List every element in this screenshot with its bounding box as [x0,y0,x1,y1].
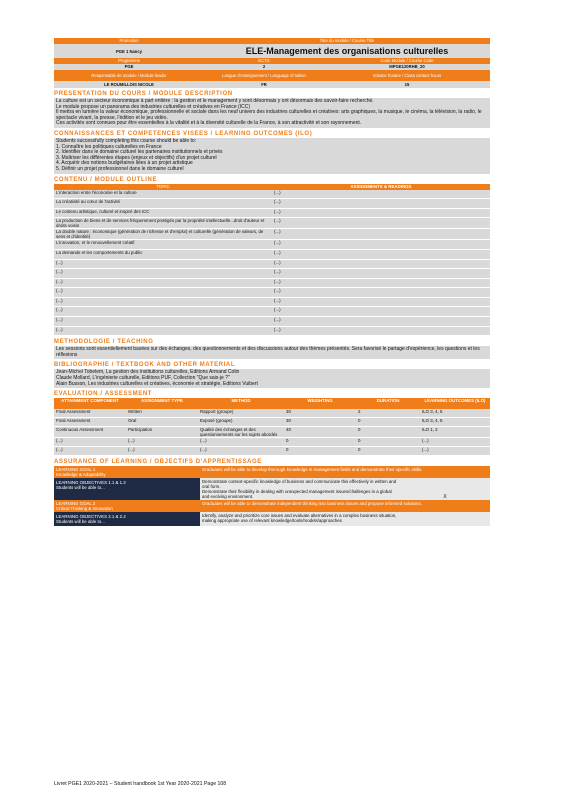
goal1-text: Graduates will be able to develop thorough knowledge in management fields and demonstrate their specific skills. [202,467,423,473]
outline-row [54,240,490,250]
evaluation-row [54,409,490,418]
course-title: ELE-Management des organisations culturelles [245,45,449,56]
eval-component: Continuous Assessment [54,427,126,438]
outline-assignment: (...) [272,240,490,250]
description-line: Il mettra en lumière la valeur économique, professionnelle et sociale dans les neuf univers des industries culturelles et créatives: arts graphiques, la musique, le cinéma, la télévision, la radio, le spectacle vivant, la presse, l'édition et le jeu vidéo. [56,109,482,121]
eval-method: Rapport (groupe) [198,409,284,418]
assurance-heading: ASSURANCE OF LEARNING / OBJECTIFS D'APPRENTISSAGE [54,459,262,466]
objective-1-2-text: Demonstrate their flexibility in dealing with unexpected management issues/challenges in a global and evolving environment. [202,489,392,500]
eval-col-duration: DURATION [376,398,400,404]
eval-component: (...) [54,447,126,456]
description-line: Ces activités sont connues pour être essentielles à la vitalité et à la diversité culturelle de la France, à son attractivité et son rayonnement. [56,120,362,127]
outline-assignment: (...) [272,229,490,240]
objectives2-title: LEARNING OBJECTIVES 2.1 & 2.2 [56,514,126,520]
eval-type: Oral [126,418,198,427]
evaluation-row [54,427,490,438]
eval-type: Written [126,409,198,418]
module-leader-label: Responsable de module / Module leader [91,73,167,78]
outline-assignment: (...) [272,278,490,288]
eval-weighting: 30 [284,409,356,418]
course-title-label: Titre du module / Course Title [319,38,375,43]
outline-assignment: (...) [272,269,490,279]
objectives1-subtitle: Students will be able to... [56,485,105,491]
outcome-line: 5. Définir un projet professionnel dans le domaine culturel [56,165,184,172]
eval-col-component: ATTAINMENT COMPONENT [61,398,119,404]
topic-column-header: TOPIC [156,183,170,189]
goal2-row [54,500,490,512]
eval-ilo: ILO 1, 2 [420,427,490,438]
outline-topic: (...) [54,269,272,279]
eval-ilo: ILO 3, 4, 5 [420,409,490,418]
bibliography-line: Alain Busson, Les industries culturelles et créatives, économie et stratégie, Editions Vuibert [56,380,258,387]
description-line: La culture est un secteur économique à part entière : la gestion et le management y sont désormais y ont désormais des savoir-faire recherché. [56,98,374,104]
outline-assignment: (...) [272,199,490,209]
outline-table [54,184,490,337]
outline-assignment: (...) [272,249,490,259]
objectives2-subtitle: Students will be able to... [56,519,105,525]
eval-weighting: 30 [284,418,356,427]
eval-duration: 0 [356,427,420,438]
eval-weighting: 40 [284,427,356,438]
outline-heading: CONTENU / MODULE OUTLINE [54,176,158,183]
outline-assignment: (...) [272,208,490,218]
goal2-cell [54,500,200,512]
outcome-line: 4. Acquérir des notions budgétaires liées à un projet artistique [56,160,193,167]
outline-topic: (...) [54,317,272,327]
ects-value: 2 [262,64,266,69]
outline-topic: (...) [54,278,272,288]
eval-ilo: (...) [420,447,490,456]
outline-topic: La production de biens et de services fréquemment protégés par la propriété intellectuelle...droit d'auteur et droits voisin [54,218,272,229]
description-heading: PRESENTATION DU COURS / MODULE DESCRIPTION [54,91,233,97]
language-value: FR [261,82,267,87]
goal2-text: Graduates will be able to demonstrate independent thinking into business issues and propose informed solutions. [202,501,422,507]
bibliography-heading: BIBLIOGRAPHIE / TEXTBOOK AND OTHER MATERIAL [54,362,236,369]
objectives2-row [54,512,490,526]
objective-1-1-text: Demonstrate context-specific knowledge of business and communicate this effectively in written and oral form. [202,479,397,490]
course-sheet [54,38,490,526]
outline-topic: Le contenu artistique, culturel et inspiré des ICC [54,208,272,218]
outcomes-heading: CONNAISSANCES ET COMPETENCES VISEES / LEARNING OUTCOMES (ILO) [54,130,313,137]
outline-row [54,208,490,218]
ects-label: ECTS [258,58,270,63]
goal2-title: LEARNING GOAL 2 [56,501,96,507]
eval-method: (...) [198,447,284,456]
objectives1-title: LEARNING OBJECTIVES 1.1 & 1.2 [56,480,126,486]
eval-method: Qualité des échanges et des questionnements sur les sujets abordés [198,427,284,438]
assignments-column-header: ASSIGNMENTS & READINGS [350,183,412,189]
methodology-line: Les sessions sont essentiellement basées sur des échanges, des questionnements et des discussions autour des thèmes présentés. Sera favorisé le partage d'expérience, les questions et les réflexions [56,346,480,358]
evaluation-row [54,418,490,427]
outline-row [54,190,490,199]
description-line: Le module propose un panorama des industries culturelles et créatives en France (ICC) [56,103,250,110]
promotion-label: Promotion [119,38,139,43]
objectives2-cell [54,512,200,526]
outline-row [54,218,490,229]
evaluation-header-row [54,398,490,409]
outcomes-block [54,138,490,174]
outline-assignment: (...) [272,317,490,327]
outline-topic: (...) [54,288,272,298]
eval-col-method: METHOD [231,398,251,404]
outline-topic: La créativité au cœur de l'activité [54,199,272,209]
eval-weighting: 0 [284,447,356,456]
outcome-line: 2. Identifier dans le domaine culturel les partenaires institutionnels et privés [56,149,223,156]
eval-type: Participation [126,427,198,438]
eval-component: (...) [54,438,126,447]
outline-row [54,278,490,288]
eval-weighting: 0 [284,438,356,447]
outline-topic: (...) [54,307,272,317]
outline-row [54,297,490,307]
outline-row [54,249,490,259]
eval-col-type: ASSIGNMENT TYPE [141,398,183,404]
outline-assignment: (...) [272,218,490,229]
eval-type: (...) [126,447,198,456]
course-code-value: MPGE120RHB_20 [389,64,425,69]
outcome-line: 1. Connaître les politiques culturelles en France [56,143,162,150]
contact-hours-value: 15 [404,82,410,87]
eval-component: Final Assessment [54,418,126,427]
outline-row [54,259,490,269]
contact-hours-label: Volume horaire / Class contact hours [372,73,442,78]
module-leader-value: LE ROUMILLOIS NICOLE [104,82,154,87]
goal1-cell [54,466,200,478]
eval-duration: 2 [356,409,420,418]
programme-label: Programme [118,58,140,63]
goal2-subtitle: Critical Thinking & Innovation [56,506,113,512]
outline-topic: L'interaction entre l'économie et la culture [54,190,272,199]
outline-assignment: (...) [272,297,490,307]
goal1-row [54,466,490,478]
evaluation-heading: EVALUATION / ASSESSMENT [54,391,153,398]
outline-row [54,269,490,279]
eval-method: Exposé (groupe) [198,418,284,427]
outline-row [54,326,490,336]
eval-method: (...) [198,438,284,447]
goal1-subtitle: Knowledge & Adaptability [56,472,106,478]
eval-col-weighting: WEIGHTING [307,398,333,404]
objectives2-mark-cell [400,512,490,526]
outline-body [54,190,490,336]
outline-assignment: (...) [272,288,490,298]
objectives1-mark: X [400,478,490,500]
outline-topic: (...) [54,259,272,269]
bibliography-line: Claude Mollard, L'ingénierie culturelle, Editions PUF, Collection "Que sais-je ?" [56,375,230,382]
evaluation-body [54,409,490,456]
outcome-line: Students successfully completing this course should be able to: [56,137,197,144]
outcome-line: 3. Maîtriser les différentes étapes (enjeux et objectifs) d'un projet culturel [56,154,217,161]
outline-topic: L'innovation, et le renouvellement créatif [54,240,272,250]
promotion-value: PGE 1 Nancy [115,48,143,54]
objectives1-row [54,478,490,500]
outline-topic: (...) [54,326,272,336]
outline-row [54,317,490,327]
evaluation-row [54,447,490,456]
outline-topic: La double nature : économique (génération de richesse et d'emploi) et culturelle (génération de valeurs, de sens et d'identité) [54,229,272,240]
description-block [54,98,490,128]
objectives2-text: Identify, analyze and prioritize core issues and evaluate alternatives in a complex business situation, making appropriate use of relevant knowledge/tools/models/approaches [200,512,400,526]
eval-ilo: ILO 3, 4, 5 [420,418,490,427]
outline-row [54,307,490,317]
outline-assignment: (...) [272,190,490,199]
outline-assignment: (...) [272,259,490,269]
evaluation-table [54,398,490,456]
outline-row [54,288,490,298]
bibliography-block [54,369,490,388]
eval-col-ilo: LEARNING OUTCOMES (ILO) [424,398,486,404]
outline-row [54,229,490,240]
programme-value: PGE [124,64,134,69]
eval-duration: 0 [356,438,420,447]
outline-assignment: (...) [272,307,490,317]
goal1-title: LEARNING GOAL 1 [56,467,96,473]
objectives1-cell [54,478,200,500]
outline-topic: La demande et les comportements du public [54,249,272,259]
objectives1-text-cell [200,478,400,500]
assurance-table [54,466,490,526]
outline-topic: (...) [54,297,272,307]
course-header [54,38,490,88]
page-footer: Livret PGE1 2020-2021 – Student handbook 1st Year 2020-2021 Page 108 [54,781,227,787]
eval-duration: 0 [356,447,420,456]
eval-component: Final Assessment [54,409,126,418]
methodology-heading: METHODOLOGIE / TEACHING [54,339,154,346]
outline-row [54,199,490,209]
course-code-label: Code Module / Course Code [380,58,434,63]
methodology-block [54,346,490,359]
evaluation-row [54,438,490,447]
eval-type: (...) [126,438,198,447]
language-label: Langue d'enseignement / Language of tuition [222,73,306,78]
eval-duration: 0 [356,418,420,427]
eval-ilo: (...) [420,438,490,447]
outline-assignment: (...) [272,326,490,336]
bibliography-line: Jean-Michel Tobelem, La gestion des institutions culturelles, Editions Armand Colin [56,369,240,376]
